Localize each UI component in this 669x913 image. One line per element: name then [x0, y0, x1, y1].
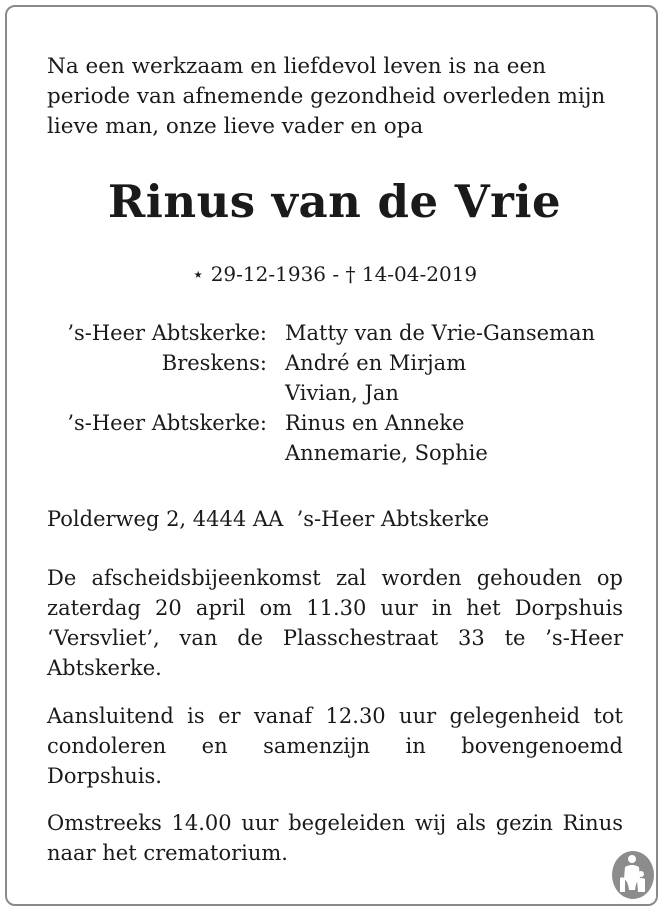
- life-dates: ⋆ 29-12-1936 - † 14-04-2019: [191, 262, 478, 286]
- address: Polderweg 2, 4444 AA ’s-Heer Abtskerke: [47, 507, 490, 531]
- family-place: [47, 378, 267, 408]
- family-list: [47, 318, 627, 468]
- deceased-name: Rinus van de Vrie: [107, 175, 562, 228]
- family-row: [47, 378, 627, 408]
- family-place: Breskens:: [161, 351, 267, 375]
- family-row: [47, 408, 627, 438]
- family-place: [47, 438, 267, 468]
- intro-text: Na een werkzaam en liefdevol leven is na een periode van afnemende gezondheid overleden mijn lieve man, onze lieve vader en opa: [47, 54, 606, 139]
- family-emblem-icon: [610, 848, 656, 900]
- cremation-paragraph: Omstreeks 14.00 uur begeleiden wij als gezin Rinus naar het crematorium.: [47, 811, 623, 865]
- ceremony-paragraph: De afscheidsbijeenkomst zal worden gehouden op zaterdag 20 april om 11.30 uur in het Dorpshuis ‘Versvliet’, van de Plasschestraat 33 te ’s-Heer Abtskerke.: [47, 566, 623, 680]
- family-row: [47, 438, 627, 468]
- family-place: ’s-Heer Abtskerke:: [67, 411, 267, 435]
- family-row: [47, 348, 627, 378]
- condolence-paragraph: Aansluitend is er vanaf 12.30 uur gelegenheid tot condoleren en samenzijn in bovengenoemd Dorpshuis.: [47, 704, 623, 788]
- family-names: André en Mirjam: [285, 351, 467, 375]
- family-names: Rinus en Anneke: [285, 411, 465, 435]
- family-names: Annemarie, Sophie: [285, 441, 488, 465]
- family-names: Vivian, Jan: [285, 381, 399, 405]
- family-names: Matty van de Vrie-Ganseman: [285, 321, 595, 345]
- family-place: ’s-Heer Abtskerke:: [67, 321, 267, 345]
- family-row: [47, 318, 627, 348]
